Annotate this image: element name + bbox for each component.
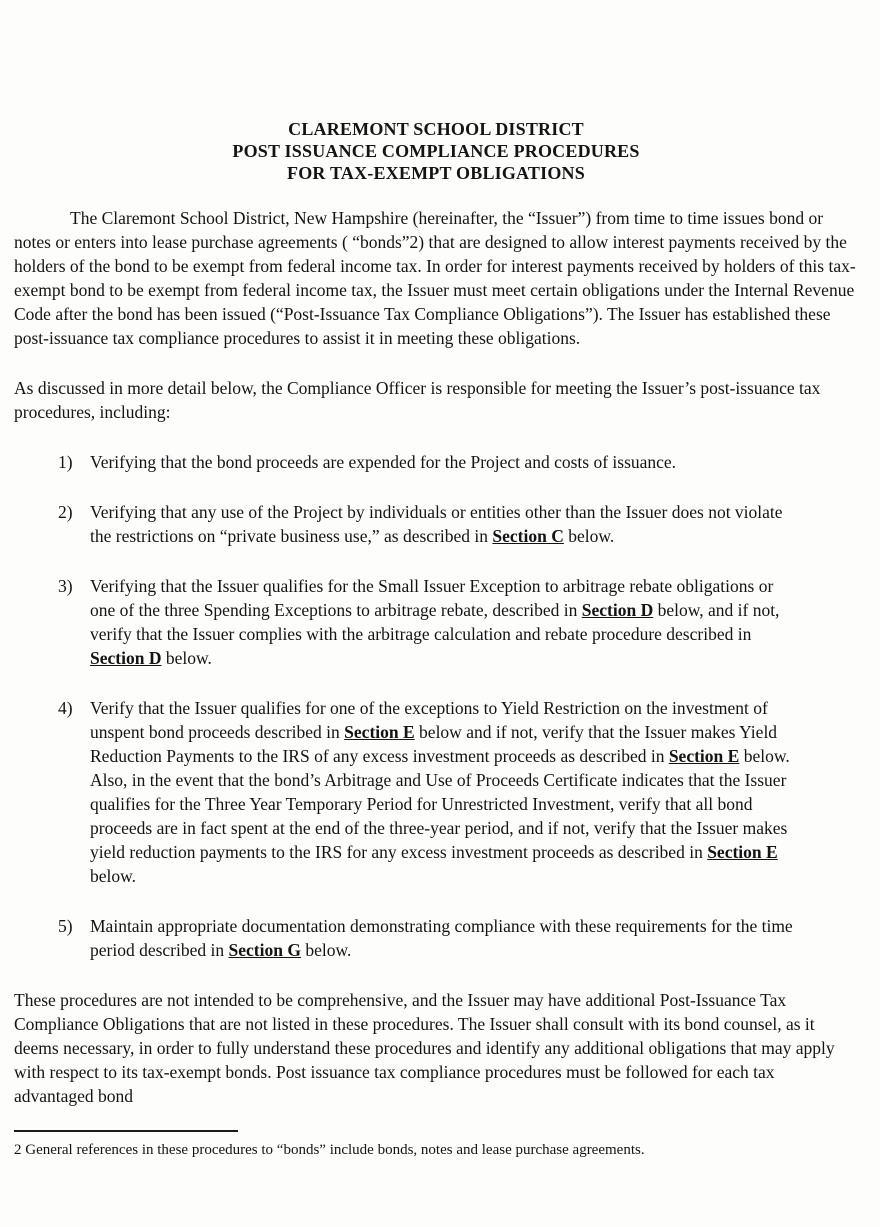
item-number: 4) <box>58 698 73 718</box>
title-line-3: FOR TAX-EXEMPT OBLIGATIONS <box>287 163 585 183</box>
document-title <box>14 118 858 184</box>
intro-paragraph: The Claremont School District, New Hampshire (hereinafter, the “Issuer”) from time to time issues bond or notes or enters into lease purchase agreements ( “bonds”2) that are designed to allow interest payments received by the holders of the bond to be exempt from federal income tax. In order for interest payments received by holders of this tax-exempt bond to be exempt from federal income tax, the Issuer must meet certain obligations under the Internal Revenue Code after the bond has been issued (“Post-Issuance Tax Compliance Obligations”). The Issuer has established these post-issuance tax compliance procedures to assist it in meeting these obligations. <box>14 208 856 348</box>
footnote-text: General references in these procedures to “bonds” include bonds, notes and lease purchase agreements. <box>25 1142 645 1158</box>
item-text: Verifying that any use of the Project by individuals or entities other than the Issuer does not violate the restrictions on “private business use,” as described in Section C below. <box>90 502 783 546</box>
item-number: 3) <box>58 576 73 596</box>
list-item <box>58 450 798 474</box>
list-item <box>58 914 798 962</box>
item-text: Verifying that the bond proceeds are expended for the Project and costs of issuance. <box>90 452 677 472</box>
footnote-divider <box>14 1130 238 1132</box>
item-text: Verify that the Issuer qualifies for one of the exceptions to Yield Restriction on the investment of unspent bond proceeds described in Section E below and if not, verify that the Issuer makes Yield Reduction Payments to the IRS of any excess investment proceeds as described in Section E below. Also, in the event that the bond’s Arbitrage and Use of Proceeds Certificate indicates that the Issuer qualifies for the Three Year Temporary Period for Unrestricted Investment, verify that all bond proceeds are in fact spent at the end of the three-year period, and if not, verify that the Issuer makes yield reduction payments to the IRS for any excess investment proceeds as described in Section E below. <box>90 698 790 886</box>
footnote <box>14 1140 858 1160</box>
numbered-list <box>58 450 858 962</box>
item-text: Verifying that the Issuer qualifies for the Small Issuer Exception to arbitrage rebate obligations or one of the three Spending Exceptions to arbitrage rebate, described in Section D below, and if not, verify that the Issuer complies with the arbitrage calculation and rebate procedure described in Section D below. <box>90 576 780 668</box>
item-number: 5) <box>58 916 73 936</box>
list-item <box>58 574 798 670</box>
title-line-2: POST ISSUANCE COMPLIANCE PROCEDURES <box>232 141 640 161</box>
list-item <box>58 696 798 888</box>
lead-in-paragraph: As discussed in more detail below, the Compliance Officer is responsible for meeting the Issuer’s post-issuance tax procedures, including: <box>14 378 821 422</box>
list-item <box>58 500 798 548</box>
footnote-marker: 2 <box>14 1142 22 1158</box>
item-number: 2) <box>58 502 73 522</box>
item-number: 1) <box>58 452 73 472</box>
item-text: Maintain appropriate documentation demonstrating compliance with these requirements for the time period described in Section G below. <box>90 916 793 960</box>
title-line-1: CLAREMONT SCHOOL DISTRICT <box>288 119 584 139</box>
closing-paragraph: These procedures are not intended to be comprehensive, and the Issuer may have additional Post-Issuance Tax Compliance Obligations that are not listed in these procedures. The Issuer shall consult with its bond counsel, as it deems necessary, in order to fully understand these procedures and identify any additional obligations that may apply with respect to its tax-exempt bonds. Post issuance tax compliance procedures must be followed for each tax advantaged bond <box>14 990 835 1106</box>
